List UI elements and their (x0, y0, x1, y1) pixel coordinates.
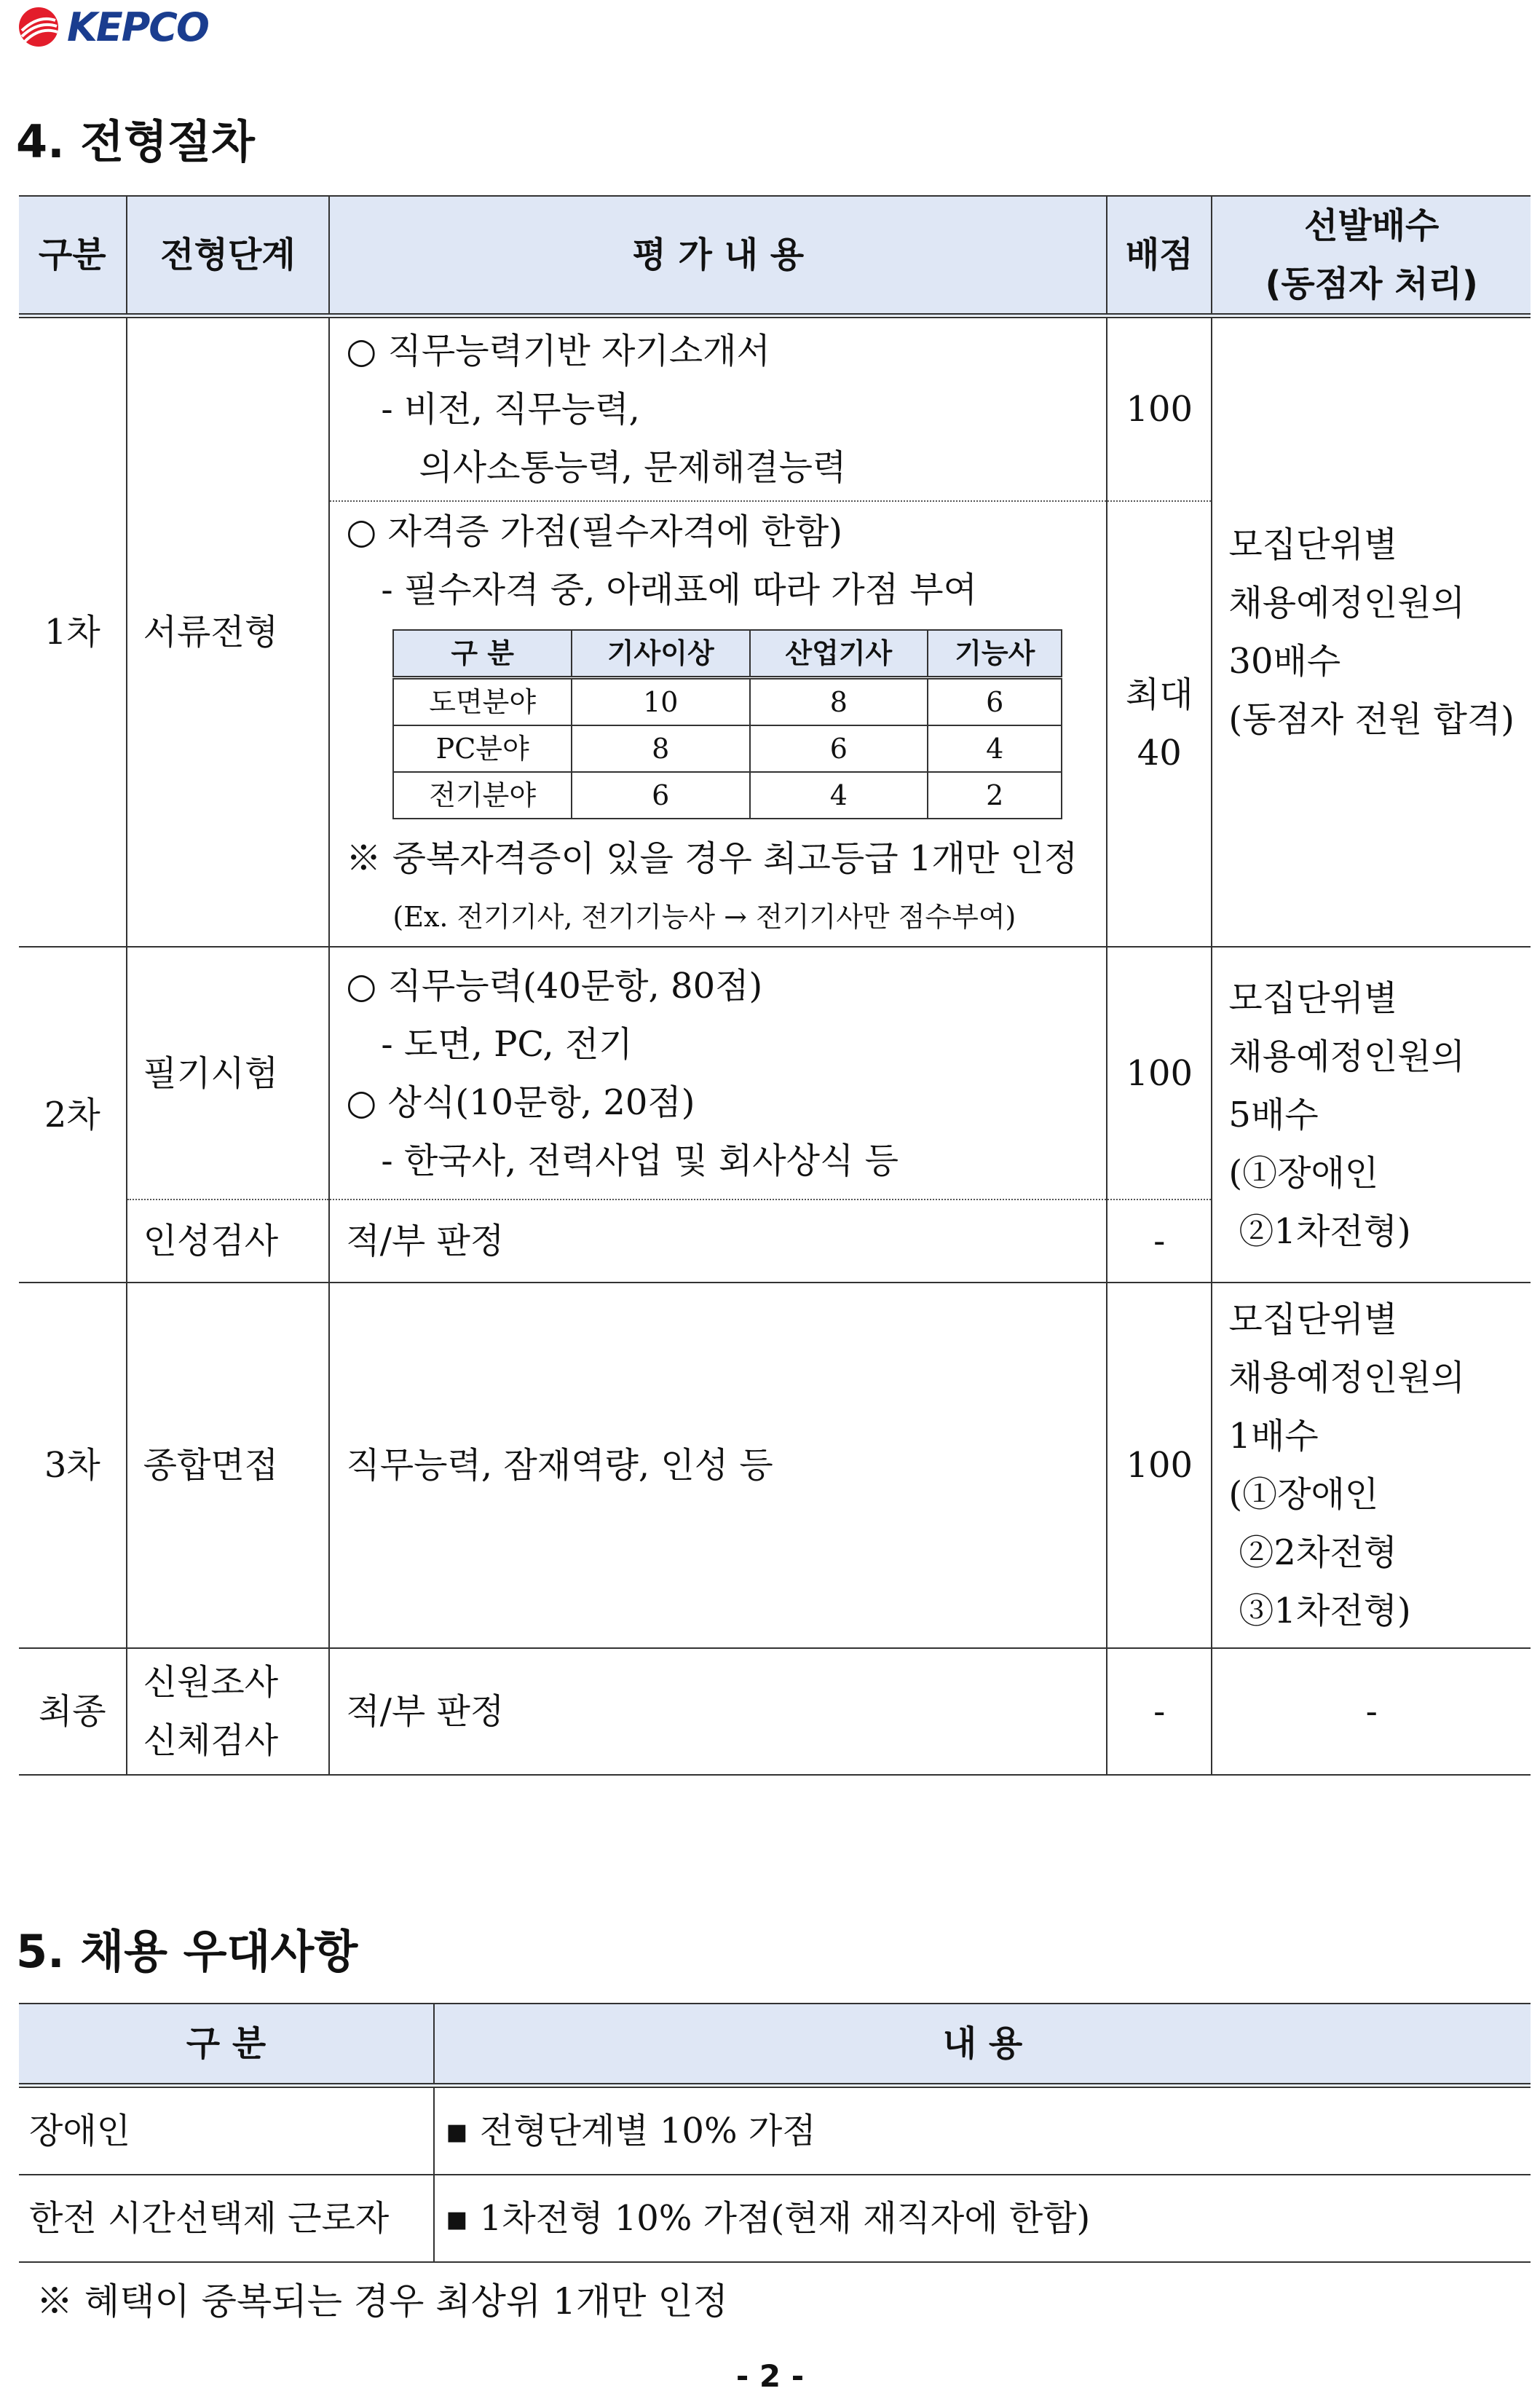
header-stage: 전형단계 (127, 196, 330, 316)
score: 100 (1107, 1283, 1212, 1648)
table-header-row (19, 196, 1531, 316)
section5-title: 5. 채용 우대사항 (16, 1925, 358, 1978)
score: 100 (1107, 316, 1212, 502)
selection-ratio: - (1212, 1648, 1531, 1775)
footnote: ※ 혜택이 중복되는 경우 최상위 1개만 인정 (36, 2280, 728, 2323)
stage-number: 최종 (19, 1648, 127, 1775)
score: 최대 40 (1107, 501, 1212, 947)
certificate-points-table: 구 분 기사이상 산업기사 기능사 도면분야 10 8 6 PC분야 8 6 4 전기분야 6 4 2 (392, 629, 1062, 819)
table-row (19, 2175, 1531, 2262)
table-row (19, 947, 1531, 1200)
stage-number: 1차 (19, 316, 127, 948)
selection-process-table (19, 195, 1531, 1776)
table-row: 전기분야 6 4 2 (393, 772, 1062, 819)
page-number: - 2 - (735, 2358, 805, 2394)
evaluation-content: ○ 직무능력기반 자기소개서 - 비전, 직무능력, 의사소통능력, 문제해결능력 (329, 316, 1107, 502)
table-row: 도면분야 10 8 6 (393, 677, 1062, 725)
header-category: 구분 (19, 196, 127, 316)
stage-name: 신원조사 신체검사 (127, 1648, 330, 1775)
table-row (19, 2086, 1531, 2175)
score: - (1107, 1200, 1212, 1283)
table-row: PC분야 8 6 4 (393, 725, 1062, 772)
header-content: 내 용 (434, 2004, 1531, 2086)
selection-ratio: 모집단위별 채용예정인원의 1배수 (①장애인 ②2차전형 ③1차전형) (1212, 1283, 1531, 1648)
content-cell: ▪ 전형단계별 10% 가점 (434, 2086, 1531, 2175)
header-selection: 선발배수 (동점자 처리) (1212, 196, 1531, 316)
stage-number: 3차 (19, 1283, 127, 1648)
stage-number: 2차 (19, 947, 127, 1283)
table-row (19, 1648, 1531, 1775)
stage-name: 인성검사 (127, 1200, 330, 1283)
evaluation-content: ○ 자격증 가점(필수자격에 한함) - 필수자격 중, 아래표에 따라 가점 부여 구 분 기사이상 산업기사 기능사 도면분야 10 8 6 PC분야 8 6 4 전기분야 6 4 2 ※ 중복자격증이 있을 경우 최고등급 1개만 인정 (Ex. 전기기사, 전기기능사 → 전기기사만 점수부여) (329, 501, 1107, 947)
selection-ratio: 모집단위별 채용예정인원의 30배수 (동점자 전원 합격) (1212, 316, 1531, 948)
header-category: 구 분 (19, 2004, 434, 2086)
category-cell: 한전 시간선택제 근로자 (19, 2175, 434, 2262)
header-score: 배점 (1107, 196, 1212, 316)
logo-text: KEPCO (67, 4, 208, 50)
kepco-logo (17, 4, 208, 50)
table-row (19, 316, 1531, 502)
evaluation-content: 직무능력, 잠재역량, 인성 등 (329, 1283, 1107, 1648)
content-cell: ▪ 1차전형 10% 가점(현재 재직자에 한함) (434, 2175, 1531, 2262)
evaluation-content: 적/부 판정 (329, 1200, 1107, 1283)
table-header-row (19, 2004, 1531, 2086)
stage-name: 서류전형 (127, 316, 330, 948)
selection-ratio: 모집단위별 채용예정인원의 5배수 (①장애인 ②1차전형) (1212, 947, 1531, 1283)
stage-name: 종합면접 (127, 1283, 330, 1648)
stage-name: 필기시험 (127, 947, 330, 1200)
preferential-treatment-table (19, 2003, 1531, 2263)
score: - (1107, 1648, 1212, 1775)
kepco-logo-icon (17, 6, 60, 48)
evaluation-content: 적/부 판정 (329, 1648, 1107, 1775)
category-cell: 장애인 (19, 2086, 434, 2175)
table-row (19, 1283, 1531, 1648)
header-evaluation: 평 가 내 용 (329, 196, 1107, 316)
score: 100 (1107, 947, 1212, 1200)
evaluation-content: ○ 직무능력(40문항, 80점) - 도면, PC, 전기 ○ 상식(10문항, 20점) - 한국사, 전력사업 및 회사상식 등 (329, 947, 1107, 1200)
section4-title: 4. 전형절차 (16, 115, 255, 168)
